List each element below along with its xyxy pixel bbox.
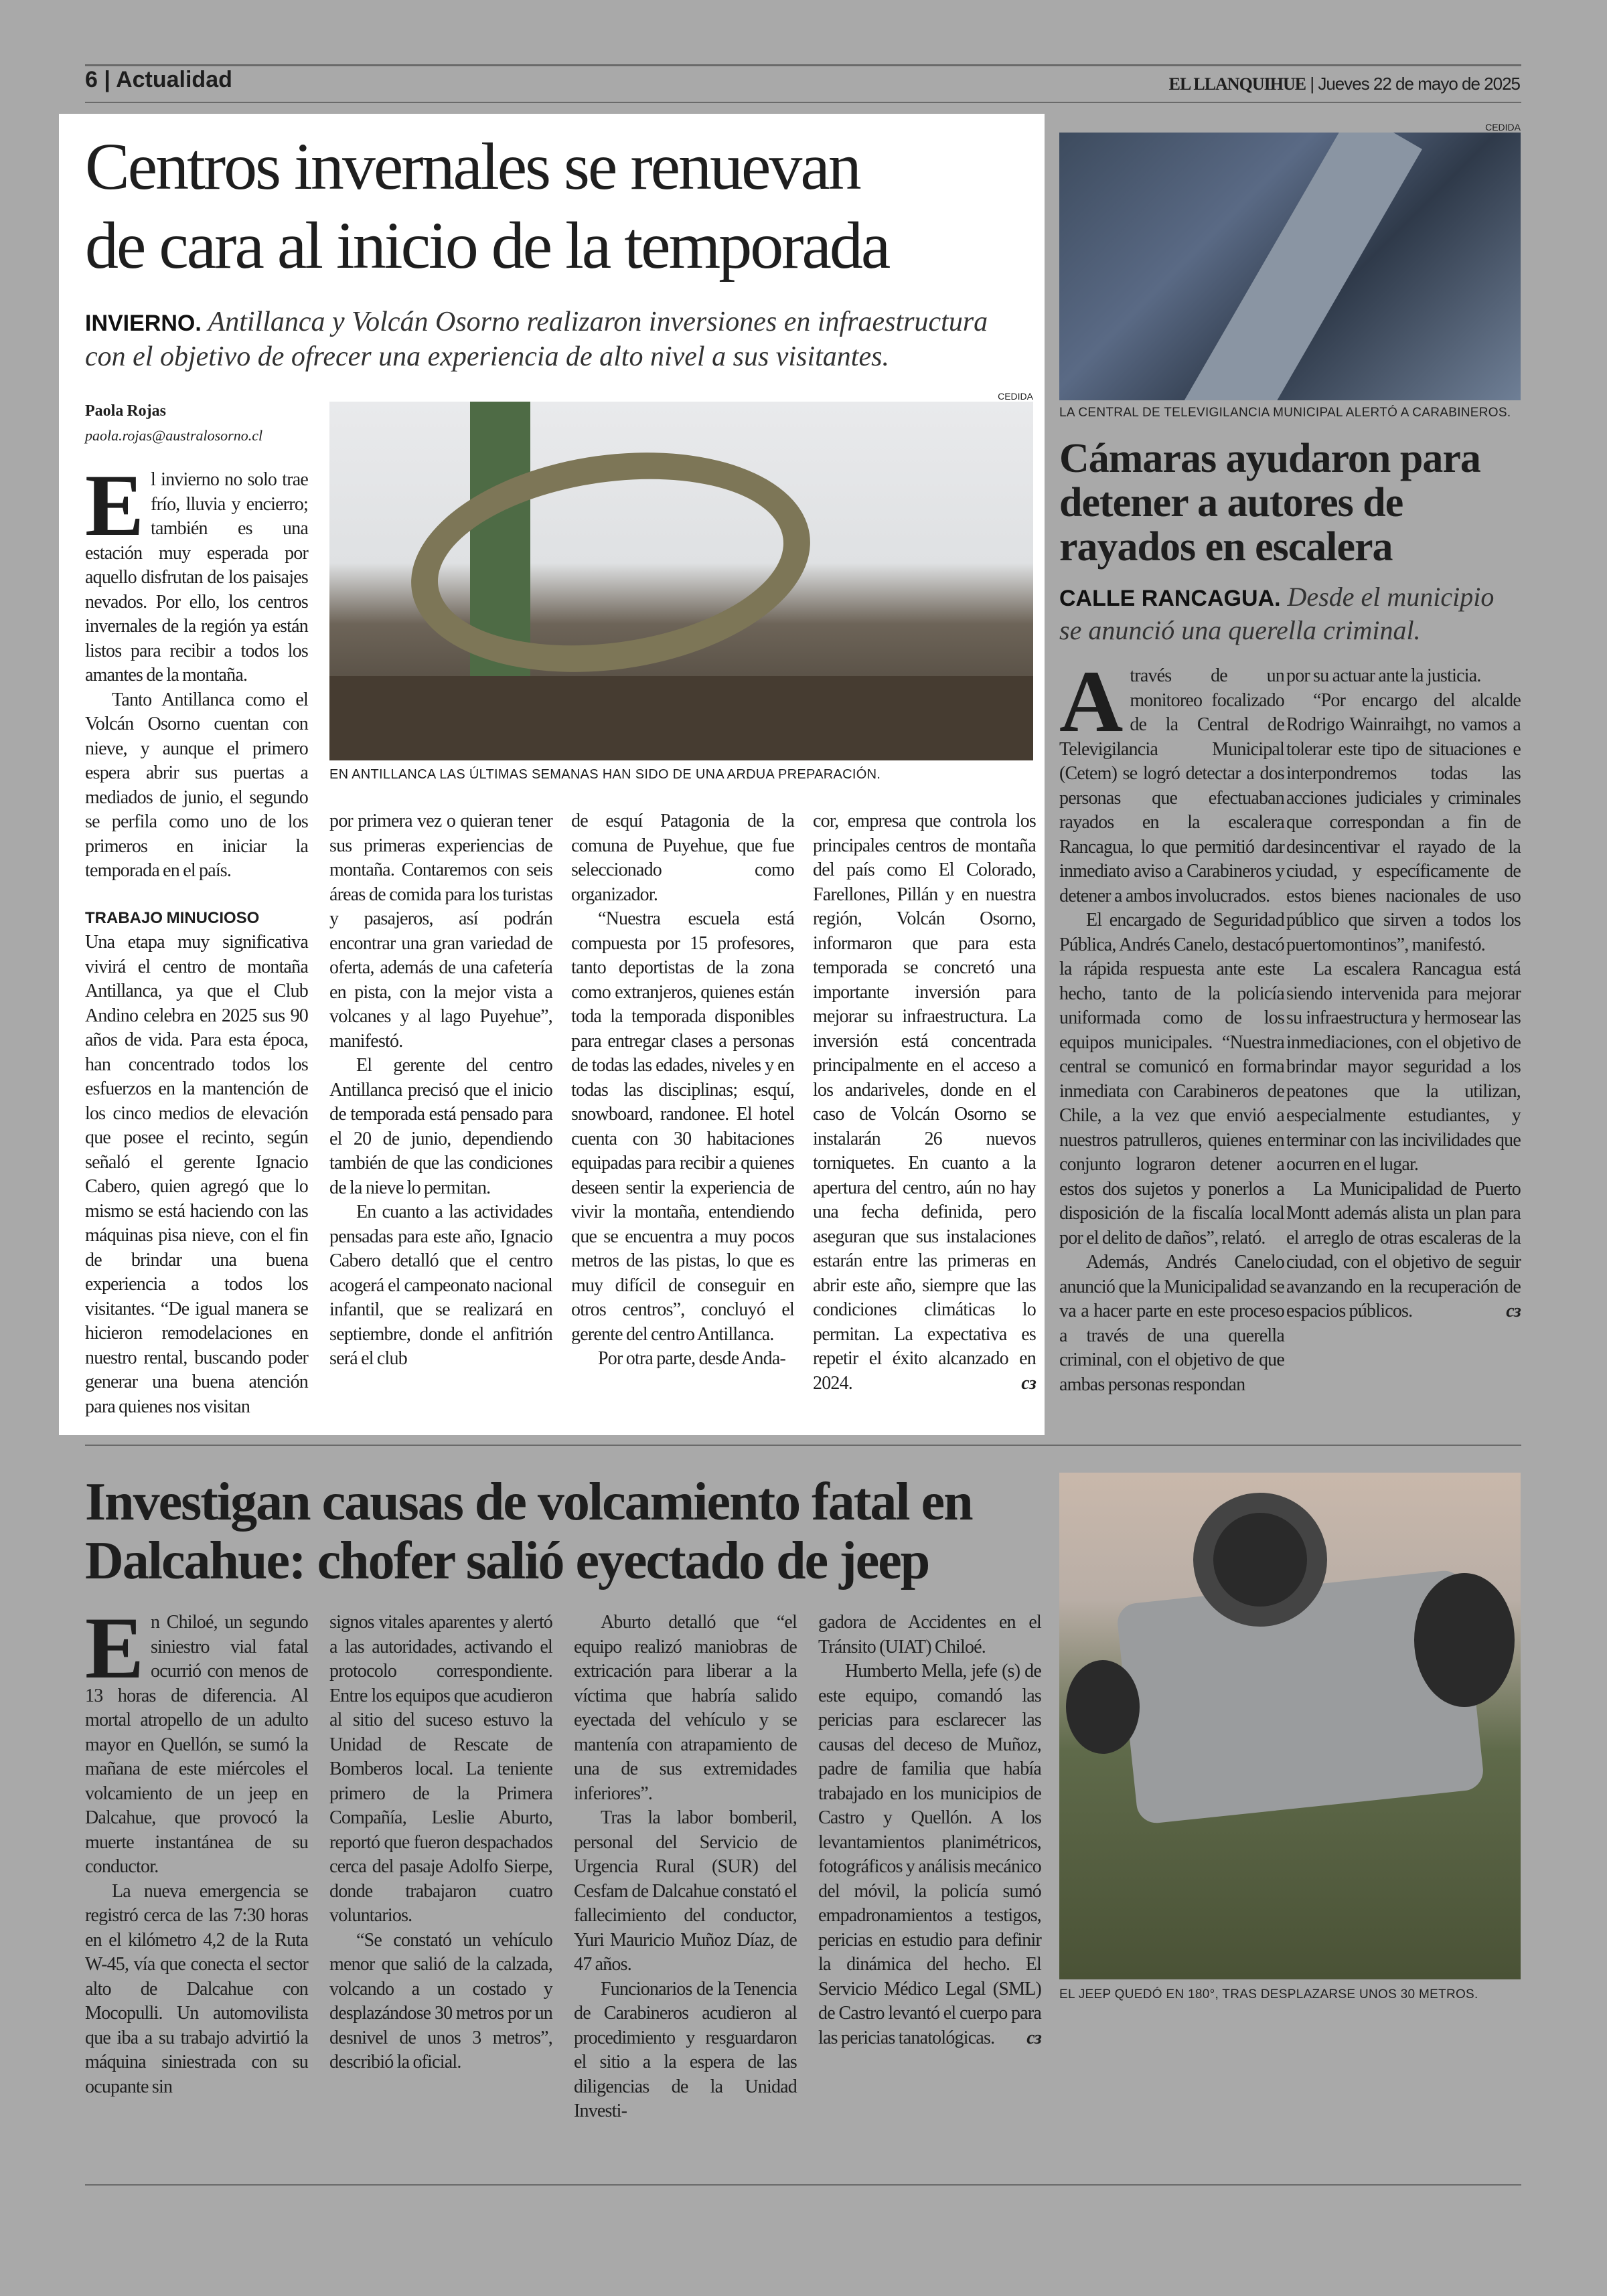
bottom-photo-caption: EL JEEP QUEDÓ EN 180°, TRAS DESPLAZARSE UNOS 30 METROS. (1059, 1987, 1478, 2001)
section-label: 6 | Actualidad (85, 67, 232, 92)
spare-wheel (1414, 1573, 1515, 1707)
main-col-3: de esquí Patagonia de la comuna de Puyehue, que fue seleccionado como organizador. “Nuestra escuela está compuesta por 15 profesores, tanto deportistas de la zona como extranjeros, quienes están toda la temporada disponibles para entregar clases a personas de todas las edades, niveles y en todas las disciplinas; esquí, snowboard, randonee. El hotel cuenta con 30 habitaciones equipadas para recibir a quienes deseen sentir la experiencia de vivir la montaña, entendiendo que se encuentra a muy pocos metros de las pistas, lo que es muy difícil de conseguir en otros centros”, concluyó el gerente del centro Antillanca. Por otra parte, desde Anda- (571, 811, 794, 1369)
main-lower-cols (329, 809, 1036, 1396)
side-photo-cctv-stairs (1059, 133, 1521, 400)
bottom-photo-area (1059, 1473, 1521, 2002)
end-mark: cз (1021, 1372, 1036, 1394)
drop-cap: E (85, 1598, 145, 1697)
end-mark: cз (1506, 1301, 1521, 1321)
side-body (1059, 652, 1521, 1397)
main-article-box (59, 114, 1045, 1435)
drop-cap: E (85, 456, 145, 554)
bottom-col-2: signos vitales aparentes y alertó a las autoridades, activando el protocolo correspondiente. Entre los equipos que acudieron al sitio del suceso estuvo la Unidad de Rescate de Bomberos local. La teniente primero de la Primera Compañía, Leslie Aburto, reportó que fueron despachados cerca del pasaje Adolfo Sierpe, donde trabajaron cuatro voluntarios. “Se constató un vehículo menor que salió de la calzada, volcando a un costado y desplazándose 30 metros por un desnivel de unos 3 metros”, describió la oficial. (329, 1612, 552, 2072)
bottom-col-1: En Chiloé, un segundo siniestro vial fatal ocurrió con menos de 13 horas de diferencia. Al mortal atropello de un adulto mayor en Quellón, se sumó la mañana de este miércoles el volcamiento de un jeep en Dalcahue, que provocó la muerte instantánea de su conductor. La nueva emergencia se registró cerca de las 7:30 horas en el kilómetro 4,2 de la Ruta W-45, vía que conecta el sector alto de Dalcahue con Mocopulli. Un automovilista que iba a su trabajo advirtió la máquina siniestrada con su ocupante sin (85, 1598, 308, 2097)
side-subhead: CALLE RANCAGUA. Desde el municipio se anunció una querella criminal. (1059, 582, 1495, 645)
side-article (1059, 114, 1521, 1397)
bottom-col-3: Aburto detalló que “el equipo realizó maniobras de extricación para liberar a la víctima que habría salido eyectada del vehículo y se mantenía con atrapamiento de una de sus extremidades inferiores”. Tras la labor bomberil, personal del Servicio de Urgencia Rural (SUR) del Cesfam de Dalcahue constató el fallecimiento del conductor, Yuri Mauricio Muñoz Díaz, de 47 años. Funcionarios de la Tenencia de Carabineros acudieron al procedimiento y resguardaron el sitio a la espera de las diligencias de la Unidad Investi- (574, 1612, 797, 2121)
section-divider (85, 1445, 1521, 1446)
author-email: paola.rojas@australosorno.cl (85, 426, 263, 444)
main-headline: Centros invernales se renuevan de cara al inicio de la temporada (85, 129, 889, 282)
main-right-area (329, 391, 1036, 1396)
ground (329, 676, 1033, 760)
bottom-body (85, 1598, 1059, 2124)
jeep-wheel (1193, 1493, 1327, 1627)
drop-cap: A (1059, 652, 1124, 750)
jeep-wheel-rear (1066, 1660, 1140, 1754)
bottom-text-area (85, 1473, 1059, 2124)
main-photo-caption: EN ANTILLANCA LAS ÚLTIMAS SEMANAS HAN SIDO DE UNA ARDUA PREPARACIÓN. (329, 767, 881, 782)
main-subhead: INVIERNO. Antillanca y Volcán Osorno realizaron inversiones en infraestructura con el objetivo de ofrecer una experiencia de alto nivel a sus visitantes. (85, 307, 988, 372)
side-col-2: por su actuar ante la justicia. “Por encargo del alcalde Rodrigo Wainraihgt, no vamos a tolerar este tipo de situaciones e interpondremos todas las acciones judiciales y criminales que correspondan a fin de desincentivar el rayado de la ciudad, y específicamente de estos bienes nacionales de uso público que sirven a todos los puertomontinos”, manifestó. La escalera Rancagua está siendo intervenida para mejorar su infraestructura y hermosear las inmediaciones, con el objetivo de brindar mayor seguridad a los peatones que la utilizan, especialmente estudiantes, y terminar con las incivilidades que ocurren en el lugar. La Municipalidad de Puerto Montt además alista un plan para el arreglo de otras escaleras de la ciudad, con el objetivo de seguir avanzando en la recuperación de espacios públicos. cз (1286, 664, 1521, 1324)
bottom-photo-overturned-jeep (1059, 1473, 1521, 1979)
top-section (59, 114, 1607, 1435)
bullwheel (397, 428, 825, 696)
stair-wall (1178, 133, 1422, 400)
side-photo-credit: CEDIDA (1485, 122, 1521, 133)
author: Paola Rojas (85, 402, 166, 420)
bottom-headline: Investigan causas de volcamiento fatal en Dalcahue: chofer salió eyectado de jeep (85, 1473, 972, 1590)
main-col-1: Paola Rojas paola.rojas@australosorno.cl El invierno no solo trae frío, lluvia y encierro; también es una estación muy esperada por aquello disfrutan de los paisajes nevados. Por ello, los centros invernales de la región ya están listos para recibir a todos los amantes de la montaña. Tanto Antillanca como el Volcán Osorno cuentan con nieve, y aunque el primero espera abrir sus puertas a mediados de junio, el segundo se perfila como uno de los primeros en iniciar la temporada en el país. TRABAJO MINUCIOSO Una etapa muy significativa vivirá el centro de montaña Antillanca, ya que el Club Andino celebra en 2025 sus 90 años de vida. Para esta época, han concentrado todos los esfuerzos en la mantención de los cinco medios de elevación que posee el recinto, según señaló el gerente Ignacio Cabero, quien agregó que lo mismo se está haciendo con las máquinas pisa nieve, con el fin de brindar una buena experiencia a todos los visitantes. “De igual manera se hicieron remodelaciones en nuestro rental, buscando poder generar una buena atención para quienes nos visitan (85, 391, 308, 1419)
side-headline: Cámaras ayudaron para detener a autores de rayados en escalera (1059, 436, 1480, 570)
main-body (85, 391, 1036, 1419)
bottom-col-4: gadora de Accidentes en el Tránsito (UIAT) Chiloé. Humberto Mella, jefe (s) de este equipo, comandó las pericias para esclarecer las causas del deceso de Muñoz, padre de familia que había trabajado en los municipios de Castro y Quellón. A los levantamientos planimétricos, fotográficos y análisis mecánico del móvil, la policía sumó empadronamientos a testigos, pericias en estudio para definir la dinámica del hecho. El Servicio Médico Legal (SML) de Castro levantó el cuerpo para las pericias tanatológicas. cз (818, 1611, 1041, 2050)
bottom-article (59, 1473, 1607, 2124)
photo-credit: CEDIDA (998, 391, 1033, 402)
intertitle: TRABAJO MINUCIOSO (85, 908, 260, 927)
side-photo-caption: LA CENTRAL DE TELEVIGILANCIA MUNICIPAL ALERTÓ A CARABINEROS. (1059, 406, 1511, 420)
end-mark: cз (1026, 2027, 1041, 2048)
main-col-2: por primera vez o quieran tener sus primeras experiencias de montaña. Contaremos con seis áreas de comida para los turistas y pasajeros, así podrán encontrar una gran variedad de oferta, además de una cafetería en pista, con la mejor vista a volcanes y al lago Puyehue”, manifestó. El gerente del centro Antillanca precisó que el inicio de temporada está pensado para el 20 de junio, dependiendo también de que las condiciones de la nieve lo permitan. En cuanto a las actividades pensadas para este año, Ignacio Cabero detalló que el centro acogerá el campeonato nacional infantil, que se realizará en septiembre, donde el anfitrión será el club (329, 811, 552, 1369)
main-col-4: cor, empresa que controla los principales centros de montaña del país como El Colorado, Farellones, Pillán y en nuestra región, Volcán Osorno, informaron que para esta temporada se concretó una importante inversión para mejorar su infraestructura. La inversión está concentrada principalmente en el acceso a los andariveles, donde en el caso de Volcán Osorno se instalarán 26 nuevos torniquetes. En cuanto a la apertura del centro, aún no hay una fecha definida, pero aseguran que sus instalaciones estarán entre las primeras en abrir este año, siempre que las condiciones climáticas lo permitan. La expectativa es repetir el éxito alcanzado en 2024. cз (813, 809, 1036, 1396)
masthead: EL LLANQUIHUE | Jueves 22 de mayo de 2025 (1168, 74, 1520, 94)
side-col-1: Através de un monitoreo focalizado de la Central de Televigilancia Municipal (Cetem) se logró detectar a dos personas que efectuaban rayados en la escalera Rancagua, lo que permitió dar inmediato aviso a Carabineros y detener a ambos involucrados. El encargado de Seguridad Pública, Andrés Canelo, destacó la rápida respuesta ante este hecho, tanto de la policía uniformada como de los equipos municipales. “Nuestra central se comunicó en forma inmediata con Carabineros de Chile, a la vez que envió a nuestros patrulleros, quienes en conjunto lograron detener a estos dos sujetos y ponerlos a disposición de la fiscalía local por el delito de daños”, relató. Además, Andrés Canelo anunció que la Municipalidad se va a hacer parte en este proceso a través de una querella criminal, con el objetivo de que ambas personas respondan (1059, 652, 1284, 1395)
main-photo-ski-lift-maintenance (329, 402, 1033, 760)
bottom-rule (85, 2184, 1521, 2186)
